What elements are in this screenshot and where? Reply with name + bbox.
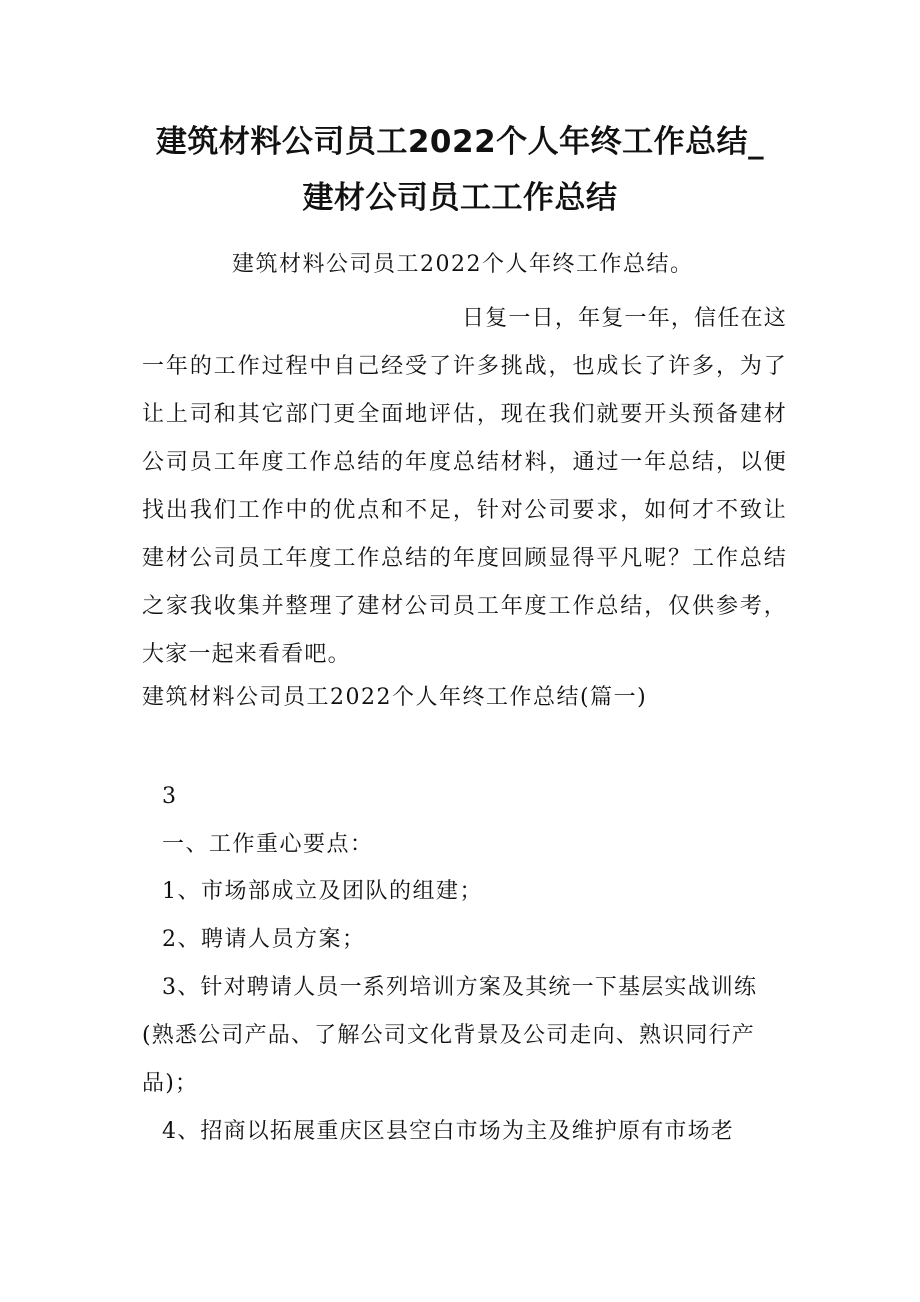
document-title-line-1: 建筑材料公司员工2022个人年终工作总结_ [155,124,765,160]
intro-sentence: 建筑材料公司员工2022个人年终工作总结。 [232,252,694,277]
list-item: 4、招商以拓展重庆区县空白市场为主及维护原有市场老 [162,1119,734,1144]
document-title-line-2: 建材公司员工工作总结 [302,180,618,216]
list-item: 2、聘请人员方案； [162,927,366,952]
intro-paragraph: 日复一日，年复一年，信任在这一年的工作过程中自己经受了许多挑战，也成长了许多，为了让上司和其它部门更全面地评估，现在我们就要开头预备建材公司员工年度工作总结的年度总结材料，通过一年总结，以便找出我们工作中的优点和不足，针对公司要求，如何才不致让建材公司员工年度工作总结的年度回顾显得平凡呢？工作总结之家我收集并整理了建材公司员工年度工作总结，仅供参考，大家一起来看看吧。 [142,306,787,667]
list-item: 1、市场部成立及团队的组建； [162,879,483,904]
section-number: 3 [162,784,178,809]
list-item: 一、工作重心要点： [162,832,374,857]
section-heading: 建筑材料公司员工2022个人年终工作总结(篇一) [142,685,648,710]
list-item: 3、针对聘请人员一系列培训方案及其统一下基层实战训练(熟悉公司产品、了解公司文化背景及公司走向、熟识同行产品)； [142,975,758,1096]
